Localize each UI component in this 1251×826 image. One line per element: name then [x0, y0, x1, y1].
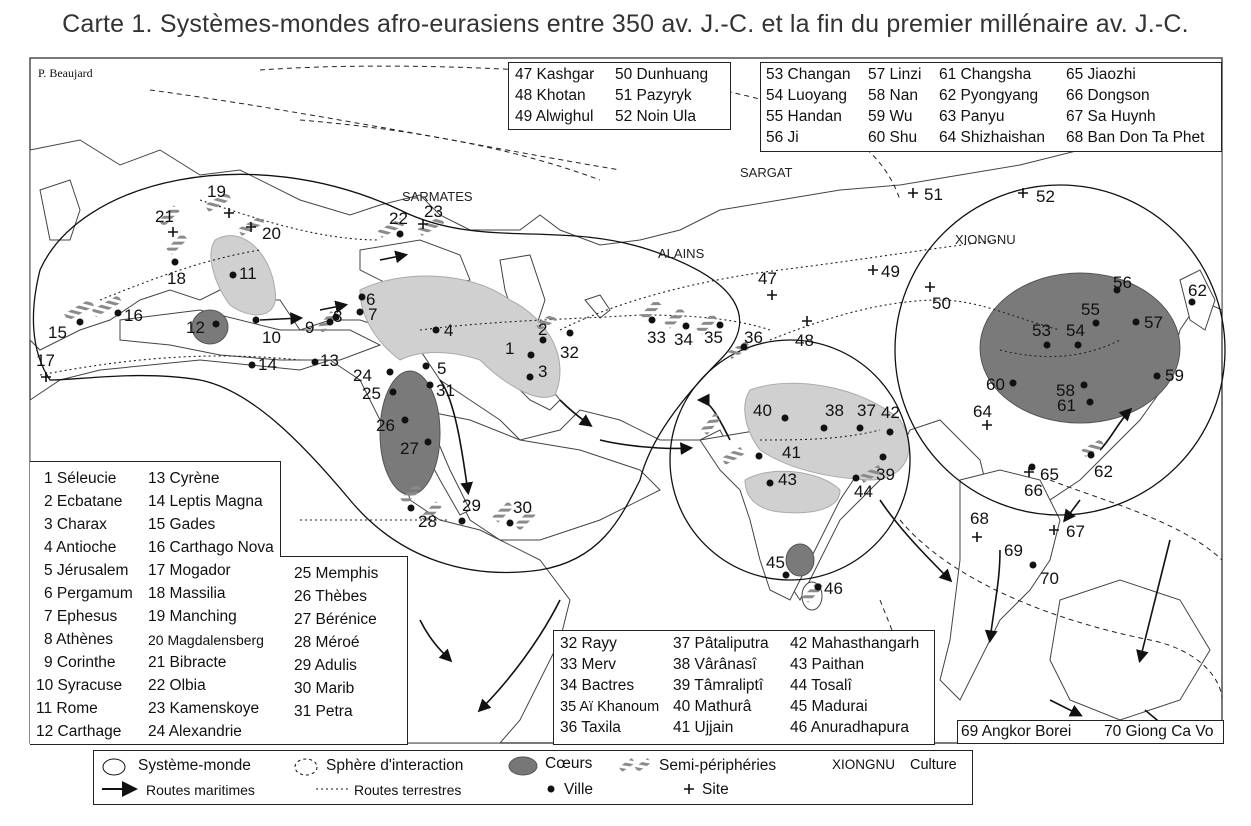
marker-37: 37 [857, 401, 876, 420]
key-cores: Cœurs [545, 755, 593, 772]
marker-27: 27 [400, 439, 419, 458]
legend-item: 56 Ji [766, 129, 799, 146]
marker-13: 13 [320, 351, 339, 370]
legend-item: 1 Séleucie [44, 470, 117, 487]
legend-item: 50 Dunhuang [615, 66, 709, 83]
legend-item: 59 Wu [868, 108, 913, 125]
legend-item: 21 Bibracte [148, 654, 227, 671]
legend-item: 41 Ujjain [673, 719, 734, 736]
legend-west-ext [280, 556, 408, 745]
marker-12: 12 [186, 318, 205, 337]
legend-item: 27 Bérénice [294, 611, 377, 628]
marker-62-south: 62 [1094, 462, 1113, 481]
legend-item: 24 Alexandrie [148, 723, 242, 740]
key-site: Site [702, 781, 729, 798]
marker-33: 33 [647, 328, 666, 347]
marker-66: 66 [1024, 481, 1043, 500]
marker-25: 25 [362, 384, 381, 403]
legend-item: 33 Merv [560, 656, 616, 673]
marker-50: 50 [932, 294, 951, 313]
marker-35: 35 [704, 328, 723, 347]
legend-item: 54 Luoyang [766, 87, 848, 104]
legend-item: 2 Ecbatane [44, 493, 123, 510]
marker-23: 23 [424, 202, 443, 221]
marker-34: 34 [674, 330, 693, 349]
marker-15: 15 [48, 323, 67, 342]
key-city: Ville [564, 781, 594, 798]
marker-41: 41 [782, 443, 801, 462]
legend-item: 34 Bactres [560, 677, 635, 694]
legend-item: 4 Antioche [44, 539, 117, 556]
marker-16: 16 [124, 306, 143, 325]
legend-item: 66 Dongson [1066, 87, 1150, 104]
legend-item: 35 Aï Khanoum [560, 699, 660, 715]
marker-46: 46 [824, 579, 843, 598]
marker-30: 30 [513, 498, 532, 517]
key-culture: Culture [910, 757, 957, 773]
marker-9: 9 [305, 318, 315, 337]
marker-57: 57 [1144, 313, 1163, 332]
key-land: Routes terrestres [354, 782, 462, 798]
marker-67: 67 [1066, 522, 1085, 541]
legend-item: 29 Adulis [294, 657, 357, 674]
legend-item: 68 Ban Don Ta Phet [1066, 129, 1205, 146]
marker-21: 21 [155, 207, 174, 226]
marker-54: 54 [1066, 321, 1085, 340]
legend-item: 55 Handan [766, 108, 842, 125]
marker-17: 17 [36, 351, 55, 370]
marker-36: 36 [744, 328, 763, 347]
legend-item: 60 Shu [868, 129, 918, 146]
marker-39: 39 [876, 465, 895, 484]
legend-item: 57 Linzi [868, 66, 922, 83]
marker-58: 58 [1056, 381, 1075, 400]
legend-item: 37 Pâtaliputra [673, 635, 769, 652]
legend-item: 26 Thèbes [294, 588, 367, 605]
legend-central-asia [508, 62, 731, 130]
key-sphere: Sphère d'interaction [326, 757, 464, 774]
marker-4: 4 [444, 321, 454, 340]
legend-item: 28 Méroé [294, 634, 360, 651]
marker-32: 32 [560, 343, 579, 362]
marker-69: 69 [1004, 541, 1023, 560]
legend-item: 3 Charax [44, 516, 107, 533]
legend-item: 18 Massilia [148, 585, 226, 602]
sphere-symbol [295, 759, 317, 775]
legend-item: 67 Sa Huynh [1066, 108, 1156, 125]
legend-item: 52 Noin Ula [615, 108, 696, 125]
legend-item: 49 Alwighul [515, 108, 594, 125]
marker-65: 65 [1040, 465, 1059, 484]
key-world-system: Système-monde [138, 757, 251, 774]
legend-item: 31 Petra [294, 703, 353, 720]
legend-item: 62 Pyongyang [939, 87, 1039, 104]
map-key [93, 750, 973, 805]
marker-6: 6 [366, 290, 376, 309]
legend-item: 40 Mathurâ [673, 698, 752, 715]
key-maritime: Routes maritimes [146, 782, 255, 798]
marker-11: 11 [239, 264, 257, 283]
culture-alains: ALAINS [658, 246, 705, 261]
legend-item: 45 Madurai [790, 698, 868, 715]
marker-14: 14 [258, 355, 277, 374]
legend-item: 44 Tosalî [790, 677, 852, 694]
world-system-symbol [103, 759, 125, 775]
marker-52: 52 [1036, 187, 1055, 206]
marker-38: 38 [825, 401, 844, 420]
marker-1: 1 [505, 339, 515, 358]
legend-item: 14 Leptis Magna [148, 493, 263, 510]
legend-se-asia [957, 720, 1224, 744]
semi-symbol-2 [635, 758, 652, 772]
marker-2: 2 [538, 320, 548, 339]
marker-62-north: 62 [1188, 281, 1207, 300]
legend-item: 17 Mogador [148, 562, 231, 579]
site-symbol [684, 784, 694, 794]
marker-29: 29 [462, 496, 481, 515]
legend-item: 19 Manching [148, 608, 237, 625]
marker-10: 10 [262, 328, 281, 347]
legend-item: 9 Corinthe [44, 654, 116, 671]
marker-19: 19 [207, 182, 226, 201]
legend-item: 39 Tâmraliptî [673, 677, 764, 694]
culture-xiongnu: XIONGNU [955, 232, 1016, 247]
marker-49: 49 [881, 262, 900, 281]
marker-56: 56 [1113, 273, 1132, 292]
marker-68: 68 [970, 509, 989, 528]
marker-7: 7 [368, 305, 378, 324]
legend-item: 38 Vârânasî [673, 656, 757, 673]
legend-item: 8 Athènes [44, 631, 113, 648]
legend-item: 22 Olbia [148, 677, 206, 694]
marker-64: 64 [973, 402, 992, 421]
legend-item: 48 Khotan [515, 87, 586, 104]
core-china [980, 273, 1180, 423]
marker-59: 59 [1165, 366, 1184, 385]
marker-20: 20 [262, 224, 281, 243]
legend-item: 69 Angkor Borei [961, 723, 1072, 740]
semi-symbol-1 [619, 758, 636, 772]
marker-24: 24 [353, 366, 372, 385]
marker-8: 8 [333, 307, 343, 326]
marker-70: 70 [1040, 569, 1059, 588]
legend-item: 63 Panyu [939, 108, 1005, 125]
marker-51: 51 [924, 185, 943, 204]
marker-48: 48 [795, 331, 814, 350]
legend-item: 42 Mahasthangarh [790, 635, 920, 652]
core-symbol [509, 757, 537, 775]
marker-40: 40 [753, 401, 772, 420]
legend-item: 23 Kamenskoye [148, 700, 260, 717]
marker-53: 53 [1032, 321, 1051, 340]
legend-item: 53 Changan [766, 66, 851, 83]
legend-item: 58 Nan [868, 87, 918, 104]
legend-west [30, 461, 281, 745]
legend-item: 6 Pergamum [44, 585, 133, 602]
city-symbol [548, 786, 555, 793]
legend-item: 16 Carthago Nova [148, 539, 274, 556]
author-credit: P. Beaujard [38, 66, 93, 80]
marker-3: 3 [538, 362, 548, 381]
legend-item: 51 Pazyryk [615, 87, 692, 104]
legend-item: 32 Rayy [560, 635, 617, 652]
legend-item: 46 Anuradhapura [790, 719, 909, 736]
marker-28: 28 [418, 512, 437, 531]
culture-sarmates: SARMATES [402, 189, 473, 204]
core-south-india [786, 544, 814, 576]
marker-31: 31 [436, 381, 455, 400]
legend-item: 12 Carthage [36, 723, 122, 740]
marker-26: 26 [376, 416, 395, 435]
marker-44: 44 [854, 482, 873, 501]
marker-43: 43 [778, 470, 797, 489]
marker-61: 61 [1057, 396, 1076, 415]
legend-item: 47 Kashgar [515, 66, 595, 83]
legend-item: 11 Rome [36, 700, 98, 717]
legend-item: 5 Jérusalem [44, 562, 129, 579]
map-title: Carte 1. Systèmes-mondes afro-eurasiens entre 350 av. J.-C. et la fin du premier millénaire av. J.-C. [62, 10, 1189, 38]
legend-item: 43 Paithan [790, 656, 865, 673]
marker-47: 47 [758, 269, 777, 288]
marker-18: 18 [167, 269, 186, 288]
legend-item: 20 Magdalensberg [148, 632, 264, 648]
legend-item: 10 Syracuse [36, 677, 123, 694]
marker-42: 42 [881, 403, 900, 422]
marker-55: 55 [1081, 300, 1100, 319]
marker-45: 45 [766, 553, 785, 572]
legend-india [553, 630, 935, 745]
legend-china [760, 62, 1222, 152]
legend-item: 65 Jiaozhi [1066, 66, 1136, 83]
legend-item: 30 Marib [294, 680, 355, 697]
culture-sargat: SARGAT [740, 165, 793, 180]
legend-item: 15 Gades [148, 516, 216, 533]
key-semi: Semi-périphéries [659, 757, 777, 774]
legend-item: 70 Giong Ca Vo [1104, 723, 1214, 740]
legend-item: 7 Ephesus [44, 608, 118, 625]
marker-22: 22 [389, 209, 408, 228]
legend-item: 64 Shizhaishan [939, 129, 1045, 146]
marker-5: 5 [437, 359, 447, 378]
legend-item: 61 Changsha [939, 66, 1032, 83]
marker-60: 60 [986, 375, 1005, 394]
legend-item: 36 Taxila [560, 719, 621, 736]
legend-item: 13 Cyrène [148, 470, 220, 487]
legend-item: 25 Memphis [294, 565, 379, 582]
key-culture-example: XIONGNU [832, 757, 896, 772]
